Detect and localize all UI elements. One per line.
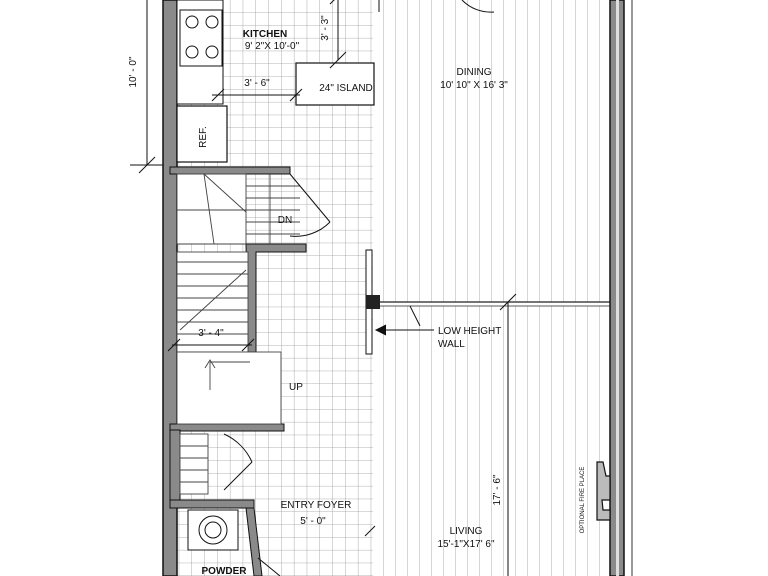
living-wood-floor	[376, 306, 610, 576]
entry-size: 5' - 0"	[300, 516, 326, 527]
ref-label: REF.	[198, 126, 209, 148]
living-size: 15'-1"X17' 6"	[437, 539, 495, 550]
stair-width-dim: 3' - 4"	[198, 328, 224, 339]
kitchen-size: 9' 2"X 10'-0"	[244, 41, 300, 52]
living-label: LIVING	[449, 526, 483, 537]
powder-top-wall	[170, 500, 254, 508]
stair-bottom-wall	[170, 424, 284, 431]
closet-stair	[180, 434, 208, 494]
dining-label: DINING	[456, 67, 492, 78]
low-wall-label-2: WALL	[438, 339, 465, 350]
closet-wall	[170, 430, 180, 500]
entry-label: ENTRY FOYER	[280, 500, 352, 511]
low-wall-label-1: LOW HEIGHT	[438, 326, 502, 337]
up-label: UP	[289, 382, 303, 393]
kitchen-label: KITCHEN	[242, 29, 288, 40]
stair-top-wall	[170, 167, 290, 174]
living-depth-dim: 17' - 6"	[492, 474, 503, 506]
dn-label: DN	[277, 215, 293, 226]
right-exterior-wall-inner	[616, 0, 619, 576]
fireplace-label: OPTIONAL FIRE PLACE	[580, 466, 586, 534]
column	[366, 295, 380, 309]
island-label: 24" ISLAND	[319, 83, 373, 94]
cooktop	[180, 10, 222, 66]
powder-label: POWDER	[201, 566, 247, 576]
aisle-dim: 3' - 6"	[244, 78, 270, 89]
kitchen-height-dim: 10' - 0"	[128, 56, 139, 88]
kitchen-depth-dim: 3' - 3"	[320, 15, 331, 41]
dining-wood-floor	[376, 0, 610, 302]
dining-size: 10' 10" X 16' 3"	[440, 80, 508, 91]
